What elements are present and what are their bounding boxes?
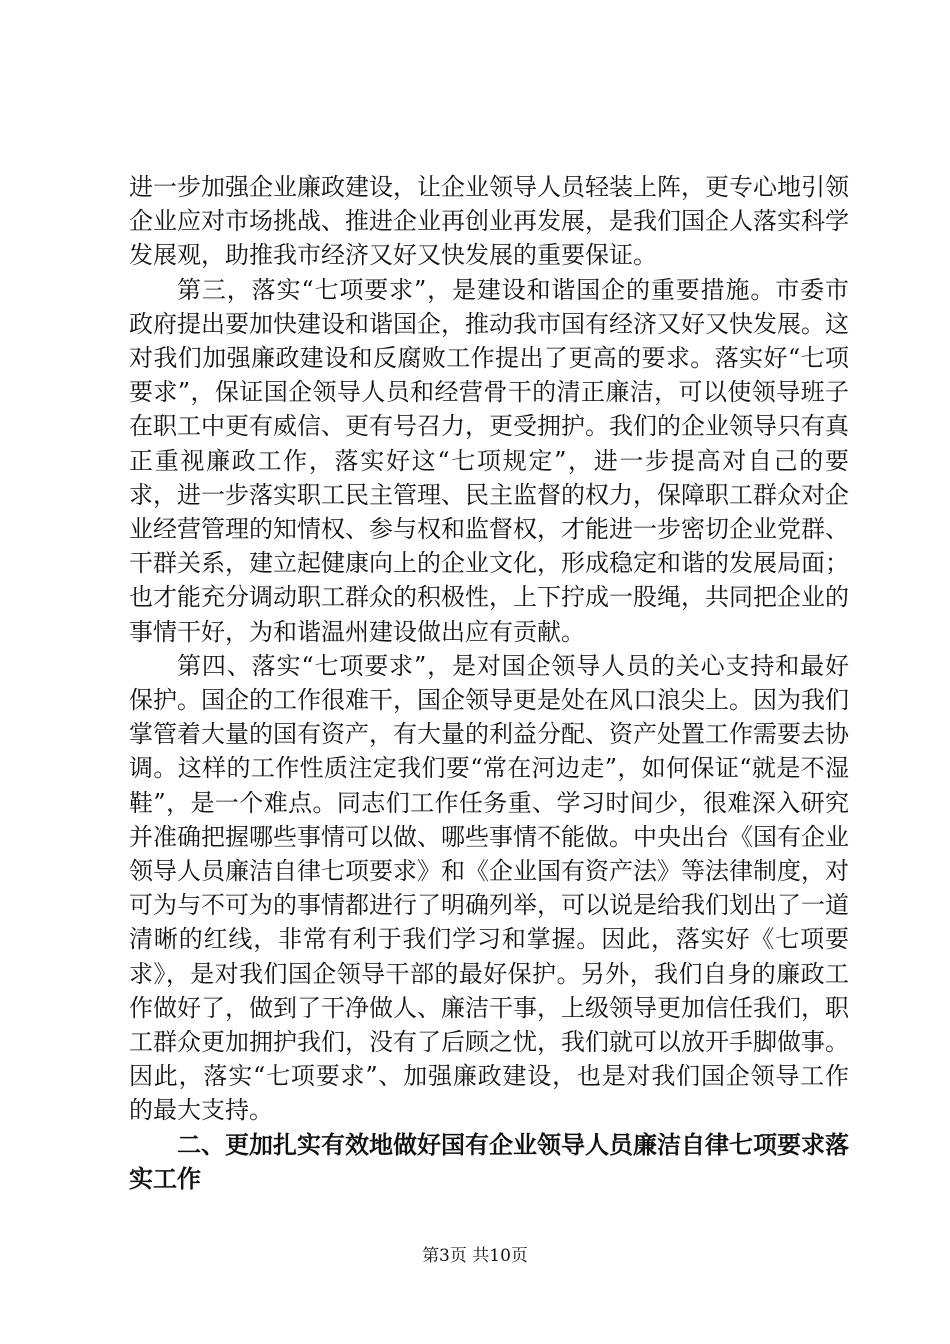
paragraph-fourth-point: 第四、落实“七项要求”，是对国企领导人员的关心支持和最好保护。国企的工作很难干，国企领导更是处在风口浪尖上。因为我们掌管着大量的国有资产，有大量的利益分配、资产处置工作需要去协调。这样的工作性质注定我们要“常在河边走”，如何保证“就是不湿鞋”，是一个难点。同志们工作任务重、学习时间少，很难深入研究并准确把握哪些事情可以做、哪些事情不能做。中央出台《国有企业领导人员廉洁自律七项要求》和《企业国有资产法》等法律制度，对可为与不可为的事情都进行了明确列举，可以说是给我们划出了一道清晰的红线，非常有利于我们学习和掌握。因此，落实好《七项要求》，是对我们国企领导干部的最好保护。另外，我们自身的廉政工作做好了，做到了干净做人、廉洁干事，上级领导更加信任我们，职工群众更加拥护我们，没有了后顾之忧，我们就可以放开手脚做事。因此，落实“七项要求”、加强廉政建设，也是对我们国企领导工作的最大支持。 [129,651,849,1125]
paragraph-continuation: 进一步加强企业廉政建设，让企业领导人员轻装上阵，更专心地引领企业应对市场挑战、推进企业再创业再发展，是我们国企人落实科学发展观，助推我市经济又好又快发展的重要保证。 [129,173,849,270]
page-footer: 第3页 共10页 [422,1246,528,1266]
section-heading: 二、更加扎实有效地做好国有企业领导人员廉洁自律七项要求落实工作 [129,1130,849,1193]
document-body [129,170,849,1196]
paragraph-third-point: 第三，落实“七项要求”，是建设和谐国企的重要措施。市委市政府提出要加快建设和谐国企，推动我市国有经济又好又快发展。这对我们加强廉政建设和反腐败工作提出了更高的要求。落实好“七项要求”，保证国企领导人员和经营骨干的清正廉洁，可以使领导班子在职工中更有威信、更有号召力，更受拥护。我们的企业领导只有真正重视廉政工作，落实好这“七项规定”，进一步提高对自己的要求，进一步落实职工民主管理、民主监督的权力，保障职工群众对企业经营管理的知情权、参与权和监督权，才能进一步密切企业党群、干群关系，建立起健康向上的企业文化，形成稳定和谐的发展局面；也才能充分调动职工群众的积极性，上下拧成一股绳，共同把企业的事情干好，为和谐温州建设做出应有贡献。 [129,275,849,646]
